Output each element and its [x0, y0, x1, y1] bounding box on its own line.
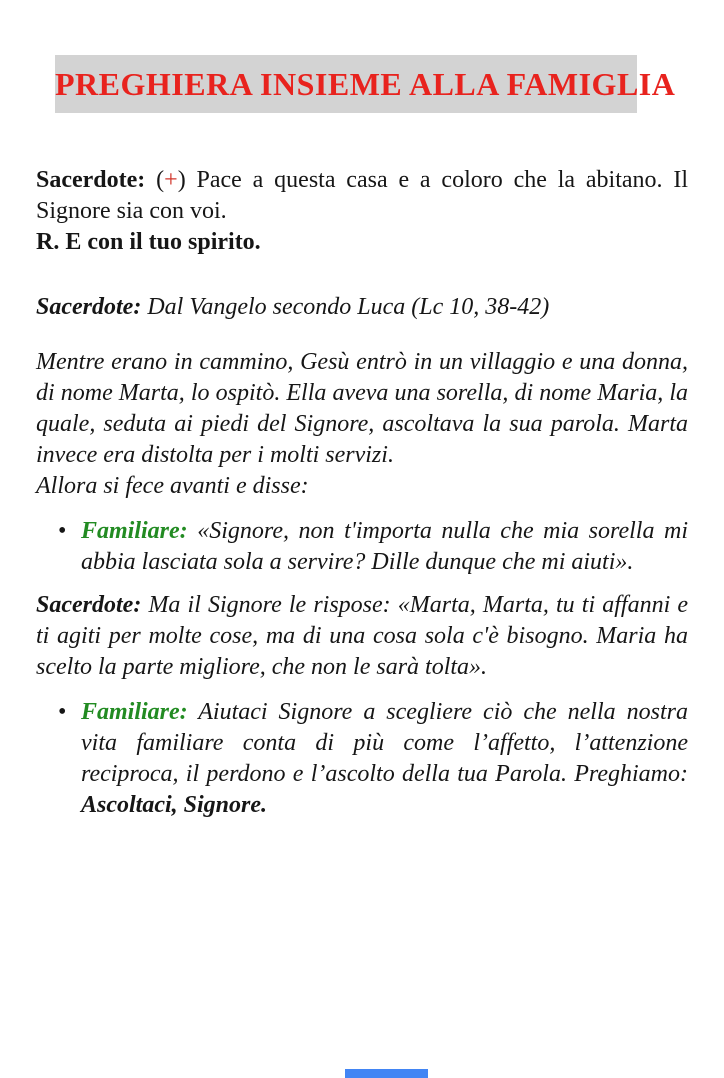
document-page [0, 55, 724, 821]
cross-paren-close: ) [177, 167, 186, 193]
speaker-label-sacerdote: Sacerdote: [36, 294, 142, 320]
peace-greeting-text: Pace a questa casa e a coloro che la abitano. Il Signore sia con voi. [36, 167, 689, 224]
familiare-2-text: Aiutaci Signore a scegliere ciò che nella nostra vita familiare conta di più come l’affetto, l’attenzione reciproca, il perdono e l’ascolto della tua Parola. Preghiamo: [81, 699, 688, 787]
bullet-icon: • [58, 518, 67, 544]
speaker-label-familiare: Familiare: [81, 699, 188, 725]
paragraph-peace-greeting [36, 165, 688, 227]
cross-paren-open: ( [156, 167, 165, 193]
gospel-lead-in-line: Allora si fece avanti e disse: [36, 473, 309, 499]
response-line: R. E con il tuo spirito. [36, 229, 261, 255]
list-item-familiare-2 [36, 697, 688, 821]
paragraph-gospel-text: Mentre erano in cammino, Gesù entrò in un villaggio e una donna, di nome Marta, lo ospitò. Ella aveva una sorella, di nome Maria, la quale, seduta ai piedi del Signore, ascoltava la sua parola. Marta invece era distolta per i molti servizi. [36, 349, 688, 468]
gospel-reference: Dal Vangelo secondo Luca (Lc 10, 38-42) [147, 294, 550, 320]
bullet-icon: • [58, 699, 67, 725]
speaker-label-sacerdote: Sacerdote: [36, 592, 142, 618]
page-title: PREGHIERA INSIEME ALLA FAMIGLIA [55, 66, 676, 102]
page-bottom-blue-bar [345, 1069, 428, 1078]
paragraph-gospel-intro [36, 292, 688, 323]
speaker-label-sacerdote: Sacerdote: [36, 167, 146, 193]
cross-sign: + [164, 167, 178, 193]
speaker-label-familiare: Familiare: [81, 518, 188, 544]
sacerdote-reply-text: Ma il Signore le rispose: «Marta, Marta, tu ti affanni e ti agiti per molte cose, ma di una cosa sola c'è bisogno. Maria ha scelto la parte migliore, che non le sarà tolta». [36, 592, 688, 680]
prayer-response-emphasis: Ascoltaci, Signore. [81, 792, 268, 818]
familiare-1-text: «Signore, non t'importa nulla che mia sorella mi abbia lasciata sola a servire? Dille dunque che mi aiuti». [81, 518, 689, 575]
paragraph-sacerdote-reply [36, 590, 688, 683]
title-banner [55, 55, 676, 113]
list-item-familiare-1 [36, 516, 688, 578]
